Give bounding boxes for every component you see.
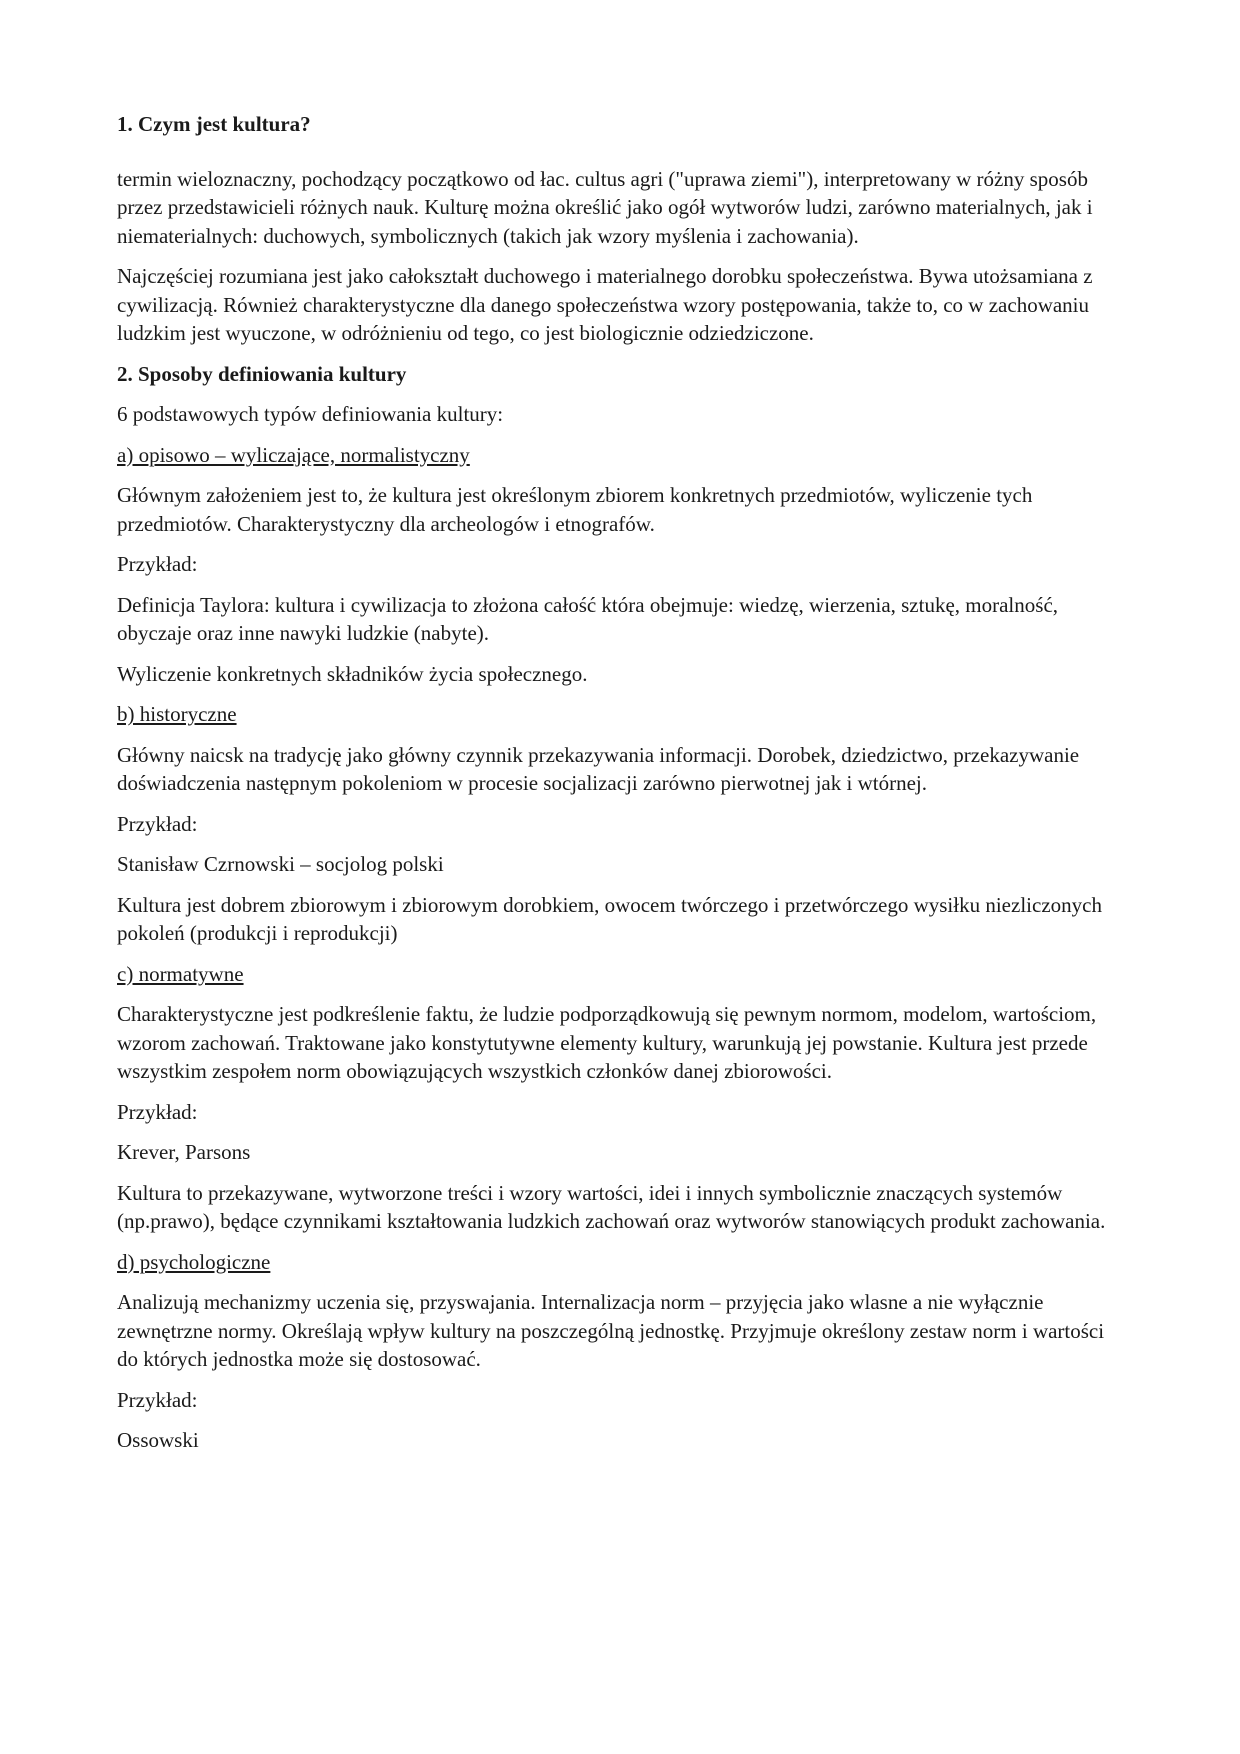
paragraph: Najczęściej rozumiana jest jako całokształt duchowego i materialnego dorobku społeczeństwa. Bywa utożsamiana z cywilizacją. Również charakterystyczne dla danego społeczeństwa wzory postępowania, także to, co w zachowaniu ludzkim jest wyuczone, w odróżnieniu od tego, co jest biologicznie odziedziczone.	[117, 264, 1093, 345]
paragraph: Analizują mechanizmy uczenia się, przyswajania. Internalizacja norm – przyjęcia jako wlasne a nie wyłącznie zewnętrzne normy. Określają wpływ kultury na poszczególną jednostkę. Przyjmuje określony zestaw norm i wartości do których jednostka może się dostosować.	[117, 1290, 1105, 1371]
paragraph: Kultura jest dobrem zbiorowym i zbiorowym dorobkiem, owocem twórczego i przetwórczego wysiłku niezliczonych pokoleń (produkcji i reprodukcji)	[117, 892, 1102, 945]
paragraph: Główny naicsk na tradycję jako główny czynnik przekazywania informacji. Dorobek, dziedzictwo, przekazywanie doświadczenia następnym pokoleniom w procesie socjalizacji zarówno pierwotnej jak i wtórnej.	[117, 742, 1080, 795]
section-heading-2: 2. Sposoby definiowania kultury	[117, 361, 407, 386]
paragraph: Charakterystyczne jest podkreślenie faktu, że ludzie podporządkowują się pewnym normom, modelom, wartościom, wzorom zachowań. Traktowane jako konstytutywne elementy kultury, warunkują jej powstanie. Kultura jest przede wszystkim zespołem norm obowiązujących wszystkich członków danej zbiorowości.	[117, 1002, 1097, 1083]
paragraph: 6 podstawowych typów definiowania kultury:	[117, 402, 504, 426]
section-heading-1: 1. Czym jest kultura?	[117, 112, 311, 136]
paragraph: Przykład:	[117, 811, 198, 836]
paragraph: Przykład:	[117, 1387, 198, 1412]
subheading-psychological: d) psychologiczne	[117, 1249, 271, 1274]
paragraph: Kultura to przekazywane, wytworzone treści i wzory wartości, idei i innych symbolicznie znaczących systemów (np.prawo), będące czynnikami kształtowania ludzkich zachowań oraz wytworów stanowiących produkt zachowania.	[117, 1180, 1106, 1233]
document-page	[117, 110, 1127, 1467]
subheading-historical: b) historyczne	[117, 702, 237, 726]
paragraph: Głównym założeniem jest to, że kultura jest określonym zbiorem konkretnych przedmiotów, wyliczenie tych przedmiotów. Charakterystyczny dla archeologów i etnografów.	[117, 483, 1033, 536]
subheading-descriptive: a) opisowo – wyliczające, normalistyczny	[117, 442, 470, 467]
paragraph: Przykład:	[117, 552, 198, 576]
paragraph: Wyliczenie konkretnych składników życia społecznego.	[117, 661, 588, 686]
paragraph: Ossowski	[117, 1428, 199, 1452]
paragraph: Krever, Parsons	[117, 1140, 251, 1164]
paragraph: Przykład:	[117, 1099, 198, 1124]
paragraph: Definicja Taylora: kultura i cywilizacja to złożona całość która obejmuje: wiedzę, wierzenia, sztukę, moralność, obyczaje oraz inne nawyki ludzkie (nabyte).	[117, 592, 1059, 645]
subheading-normative: c) normatywne	[117, 961, 244, 986]
paragraph: Stanisław Czrnowski – socjolog polski	[117, 852, 444, 876]
paragraph: termin wieloznaczny, pochodzący początkowo od łac. cultus agri ("uprawa ziemi"), interpretowany w różny sposób przez przedstawicieli różnych nauk. Kulturę można określić jako ogół wytworów ludzi, zarówno materialnych, jak i niematerialnych: duchowych, symbolicznych (takich jak wzory myślenia i zachowania).	[117, 166, 1093, 248]
